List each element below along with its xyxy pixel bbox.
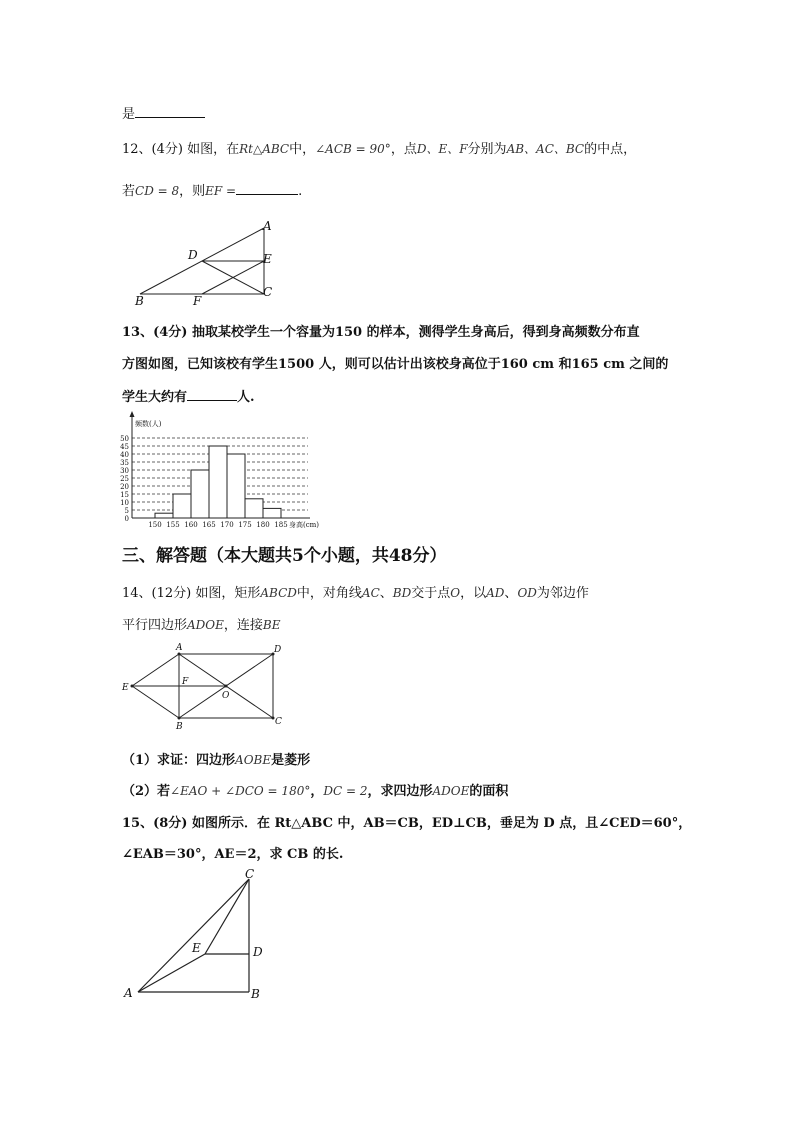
label-b: B [176,722,183,732]
label-b: B [135,294,144,308]
y-axis-arrow [130,411,135,417]
histogram-bar [209,446,227,518]
q14-text: （1）求证：四边形 [122,753,236,768]
q12-text: ，点 [390,142,417,157]
q14-math: BD [392,586,412,600]
x-tick-label: 165 [202,521,216,529]
x-tick-label: 175 [238,521,252,529]
q14-text: ，连接 [223,618,263,633]
y-tick-label: 15 [120,491,129,499]
q14-math: DC = 2 [323,784,368,798]
q13-text: 学生大约有 [122,390,188,405]
y-axis-label: 频数(人) [135,420,162,428]
y-tick-label: 0 [124,515,129,523]
q14-text: 平行四边形 [122,618,188,633]
q14-number: 14、(12分) [122,586,192,601]
q14-math: AC [361,586,380,600]
section-heading [122,541,447,566]
histogram-bar [155,513,173,518]
q14-math: ∠EAO + ∠DCO = 180° [170,784,311,798]
q13-text: 人. [237,390,255,405]
q12-text: 如图，在 [187,142,240,157]
label-f: F [182,677,189,687]
q13-text: 方图如图，已知该校有学生1500 人，则可以估计出该校身高位于160 cm 和165 cm 之间的 [122,357,669,372]
q14-math: O [450,586,461,600]
q14-rectangle-figure [118,642,293,737]
q14-math: ADOE [187,618,224,632]
q12-text: ，则 [179,184,206,199]
q14-text: 的面积 [469,784,509,799]
label-f: F [193,294,202,308]
label-d: D [188,248,198,262]
answer-blank-11 [135,105,205,118]
x-axis-label: 身高(cm) [289,521,320,529]
x-tick-label: 170 [220,521,234,529]
segment-eb [132,686,179,718]
q15-triangle-figure [118,866,278,1006]
x-tick-label: 180 [256,521,270,529]
q14-math: ABCD [260,586,297,600]
q12-text: 中， [289,142,316,157]
q12-line2 [122,180,302,199]
q14-math: OD [517,586,537,600]
label-c: C [275,717,282,727]
q13-line3 [122,386,255,405]
histogram-bar [173,494,191,518]
x-tick-label: 185 [274,521,288,529]
q14-text: ， [310,784,324,799]
label-c: C [263,285,273,299]
q15-line2 [122,843,343,862]
q12-text: 的中点， [584,142,637,157]
y-tick-label: 10 [120,499,129,507]
label-e: E [192,941,201,955]
section-title: 三、解答题（本大题共5个小题，共48分） [122,546,447,566]
q14-text: 、 [379,586,393,601]
q12-math: CD = 8 [135,184,180,198]
answer-blank-12 [236,182,298,195]
q14-text: 交于点 [411,586,451,601]
y-tick-label: 30 [120,467,129,475]
label-e: E [122,683,129,693]
q14-part1 [122,749,310,768]
q14-math: AOBE [235,753,272,767]
edge-ac [138,879,249,992]
q14-text: 、 [504,586,518,601]
q12-math: Rt△ABC [239,142,290,156]
q11-tail [122,103,205,122]
y-tick-label: 35 [120,459,129,467]
answer-blank-13 [187,388,237,401]
segment-ea [132,654,179,686]
q12-line1 [122,138,636,157]
q13-line1 [122,321,640,340]
q12-text: . [298,184,303,199]
label-d: D [274,645,282,655]
q14-text: 为邻边作 [536,586,589,601]
histogram-bar [227,454,245,518]
label-a: A [124,986,133,1000]
q12-math: D、E、F [416,142,468,156]
q14-text: ，以 [460,586,487,601]
q12-math: ∠ACB = 90° [315,142,391,156]
label-a: A [176,643,183,653]
segment-ae [138,954,205,992]
y-tick-label: 20 [120,483,129,491]
x-tick-label: 150 [148,521,162,529]
y-tick-label: 40 [120,451,129,459]
q13-text: 13、(4分) 抽取某校学生一个容量为150 的样本，测得学生身高后，得到身高频数分布直 [122,325,640,340]
y-tick-label: 50 [120,435,129,443]
q12-number: 12、(4分) [122,142,183,157]
label-e: E [263,252,272,266]
q12-triangle-figure [125,215,290,310]
height-histogram [110,408,340,533]
label-c: C [245,867,255,881]
x-tick-label: 160 [184,521,198,529]
histogram-bar [191,470,209,518]
q15-text: ∠EAB＝30°，AE＝2，求 CB 的长. [122,847,344,862]
histogram-bar [245,499,263,518]
y-tick-label: 25 [120,475,129,483]
q15-text: 15、(8分) 如图所示．在 Rt△ABC 中，AB＝CB，ED⊥CB，垂足为 D 点，且∠CED＝60°， [122,816,692,831]
q14-line1 [122,582,589,601]
q12-text: 分别为 [467,142,507,157]
q14-text: 是菱形 [271,753,311,768]
q11-tail-text: 是 [122,107,136,122]
y-tick-label: 45 [120,443,129,451]
q14-math: ADOE [432,784,470,798]
q14-math: AD [486,586,505,600]
q14-part2 [122,780,508,799]
label-a: A [263,219,272,233]
label-b: B [251,987,260,1001]
label-d: D [253,945,263,959]
q14-text: ，求四边形 [367,784,433,799]
q14-line2 [122,614,281,633]
q13-line2 [122,353,668,372]
q12-math: AB、AC、BC [506,142,585,156]
y-tick-label: 5 [124,507,129,515]
q12-math: EF = [205,184,237,198]
q14-math: BE [262,618,281,632]
q14-text: （2）若 [122,784,171,799]
q14-text: 如图，矩形 [195,586,261,601]
q15-line1 [122,812,691,831]
x-tick-label: 155 [166,521,180,529]
label-o: O [222,691,230,701]
q12-text: 若 [122,184,136,199]
q14-text: 中，对角线 [296,586,362,601]
histogram-bar [263,508,281,518]
